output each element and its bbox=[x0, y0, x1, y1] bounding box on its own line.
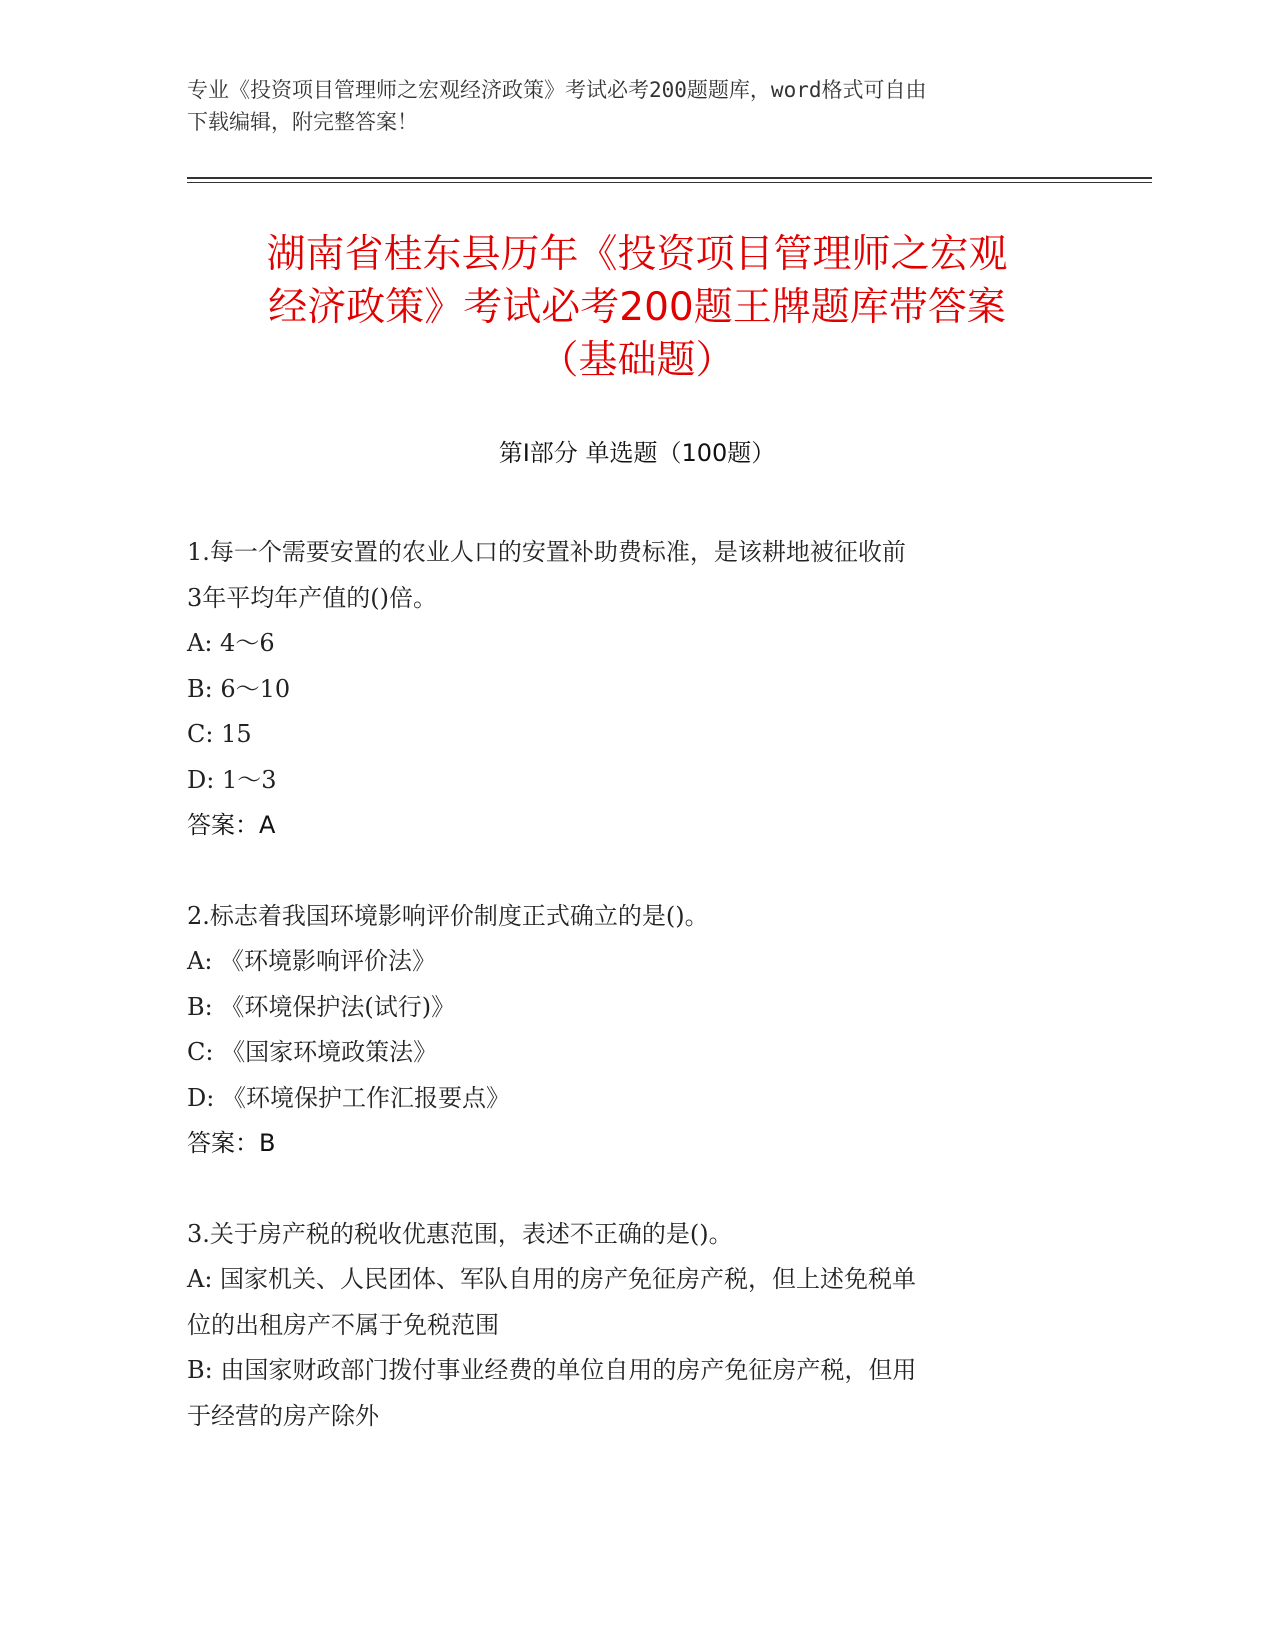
option-a: A: 《环境影响评价法》 bbox=[187, 947, 437, 975]
question-stem: 3.关于房产税的税收优惠范围，表述不正确的是()。 bbox=[187, 1219, 733, 1248]
option-b: B: 《环境保护法(试行)》 bbox=[187, 992, 456, 1021]
document-title-line-2: 经济政策》考试必考200题王牌题库带答案 bbox=[268, 285, 1006, 330]
question-stem: 3年平均年产值的()倍。 bbox=[187, 583, 437, 612]
question-stem: 1.每一个需要安置的农业人口的安置补助费标准，是该耕地被征收前 bbox=[187, 538, 906, 566]
header-divider-thin bbox=[187, 182, 1152, 183]
question-2 bbox=[187, 894, 1087, 1167]
option-b: B: 6～10 bbox=[187, 674, 291, 703]
answer: 答案：B bbox=[187, 1129, 276, 1157]
header-divider-thick bbox=[187, 177, 1152, 179]
document-title-line-3: （基础题） bbox=[539, 338, 735, 383]
answer: 答案：A bbox=[187, 811, 276, 839]
option-b: B: 由国家财政部门拨付事业经费的单位自用的房产免征房产税，但用 bbox=[187, 1356, 917, 1384]
option-c: C: 《国家环境政策法》 bbox=[187, 1038, 438, 1066]
section-title: 第Ⅰ部分 单选题（100题） bbox=[498, 439, 776, 467]
option-d: D: 《环境保护工作汇报要点》 bbox=[187, 1083, 510, 1112]
question-stem: 2.标志着我国环境影响评价制度正式确立的是()。 bbox=[187, 901, 709, 930]
question-1 bbox=[187, 530, 1087, 849]
option-d: D: 1～3 bbox=[187, 765, 277, 794]
header-note-line-2: 下载编辑，附完整答案！ bbox=[187, 110, 418, 134]
document-title bbox=[187, 228, 1087, 387]
option-a-continued: 位的出租房产不属于免税范围 bbox=[187, 1310, 499, 1339]
question-3 bbox=[187, 1212, 1087, 1440]
header-note bbox=[187, 74, 1087, 138]
option-a: A: 国家机关、人民团体、军队自用的房产免征房产税，但上述免税单 bbox=[187, 1265, 917, 1293]
option-b-continued: 于经营的房产除外 bbox=[187, 1401, 379, 1430]
option-c: C: 15 bbox=[187, 720, 252, 748]
option-a: A: 4～6 bbox=[187, 629, 275, 657]
question-list bbox=[187, 530, 1087, 1484]
header-note-line-1: 专业《投资项目管理师之宏观经济政策》考试必考200题题库，word格式可自由 bbox=[187, 78, 927, 102]
document-title-line-1: 湖南省桂东县历年《投资项目管理师之宏观 bbox=[266, 232, 1008, 277]
